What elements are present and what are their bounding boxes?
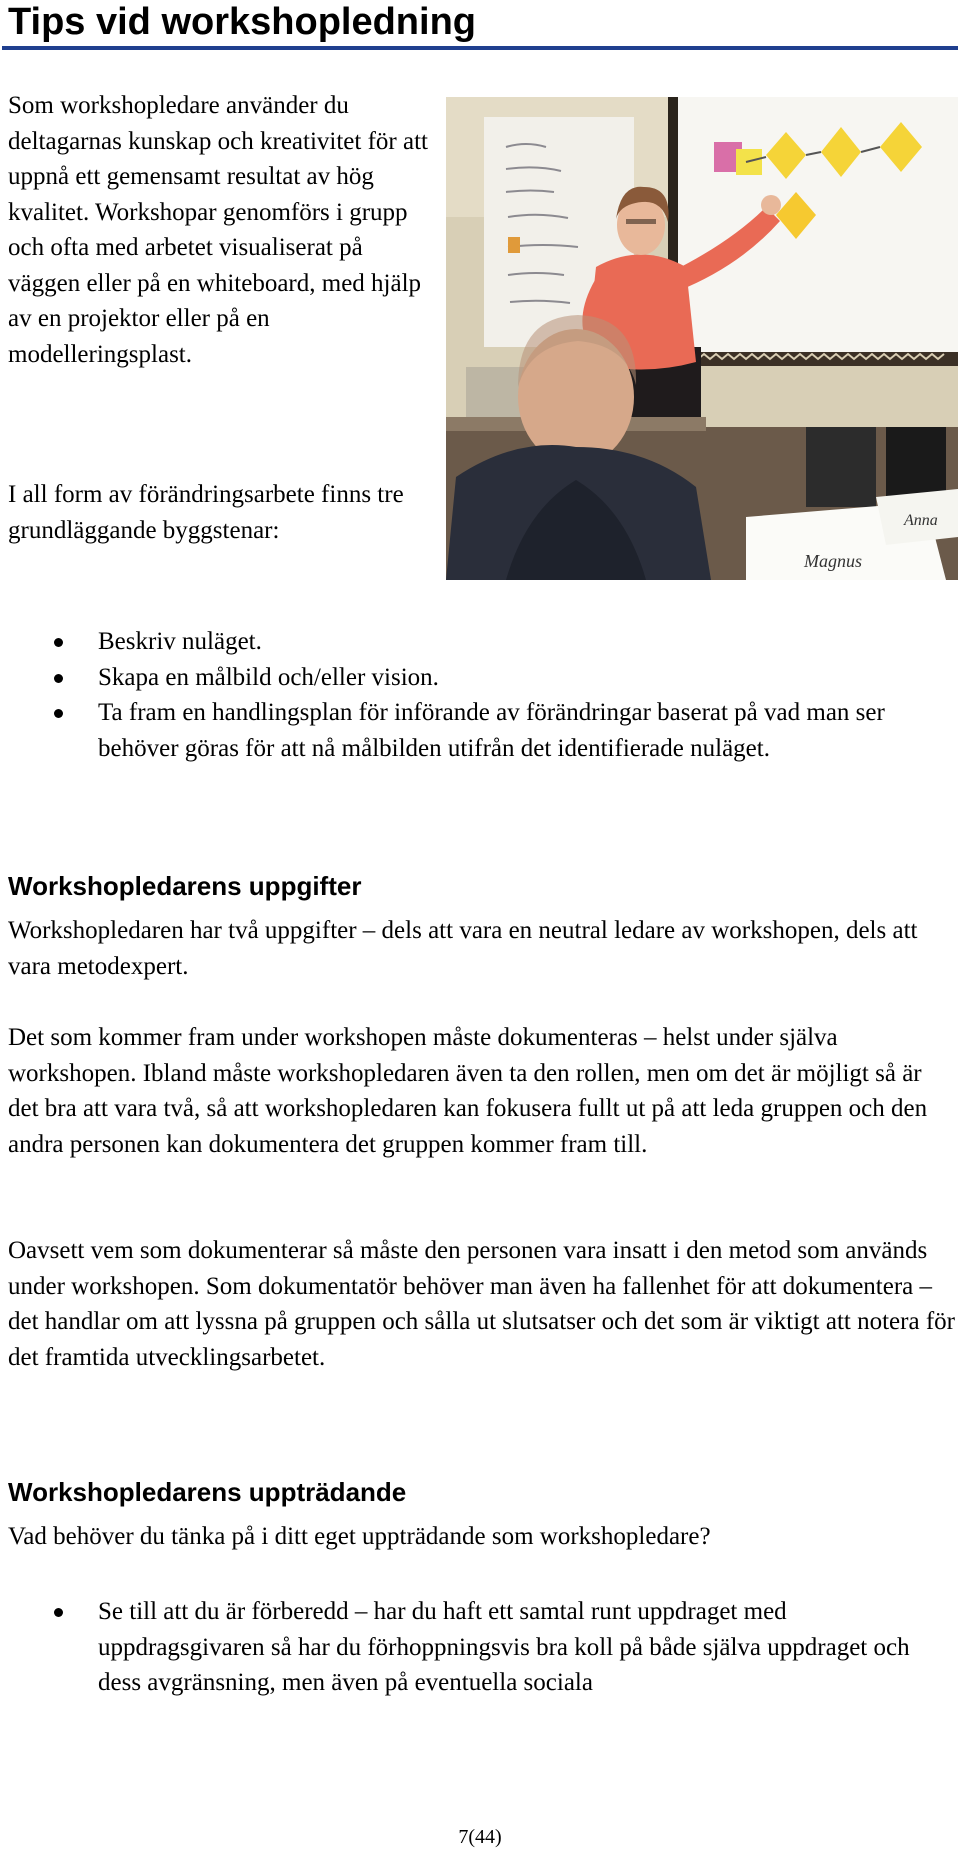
page-number: 7(44) [458,1826,502,1848]
paragraph: Workshopledaren har två uppgifter – dels att vara en neutral ledare av workshopen, dels att vara metodexpert. [8,917,918,980]
section-heading-uppgifter: Workshopledarens uppgifter [8,871,362,901]
intro-paragraph-2: I all form av förändringsarbete finns tre grundläggande byggstenar: [8,481,404,544]
bullet-icon [54,1608,63,1617]
paragraph: Det som kommer fram under workshopen måste dokumenteras – helst under själva workshopen. Ibland måste workshopledaren även ta den rollen, men om det är möjligt så är det bra att vara två, så att workshopledaren kan fokusera fullt ut på att leda gruppen och den andra personen kan dokumentera det gruppen kommer fram till. [8,1024,928,1158]
workshop-photo [446,97,958,580]
paragraph: Vad behöver du tänka på i ditt eget uppträdande som workshopledare? [8,1523,711,1550]
name-card-magnus: Magnus [804,551,862,571]
page-title: Tips vid workshopledning [8,1,477,43]
paragraph: Oavsett vem som dokumenterar så måste den personen vara insatt i den metod som används under workshopen. Som dokumentatör behöver man även ha fallenhet för att dokumentera – det handlar om att lyssna på gruppen och sålla ut slutsatser och det som är viktigt att notera för det framtida utvecklingsarbetet. [8,1237,955,1371]
list-item: Se till att du är förberedd – har du haft ett samtal runt uppdraget med uppdragsgivaren så har du förhoppningsvis bra koll på både själva uppdraget och dess avgränsning, men även på eventuella sociala [0,1594,960,1701]
title-underline [2,46,958,50]
bullet-icon [54,674,63,683]
list-item: Skapa en målbild och/eller vision. [0,660,960,696]
building-blocks-list [0,624,960,766]
intro-paragraph: Som workshopledare använder du deltagarnas kunskap och kreativitet för att uppnå ett gemensamt resultat av hög kvalitet. Workshopar genomförs i grupp och ofta med arbetet visualiserat på väggen eller på en whiteboard, med hjälp av en projektor eller på en modelleringsplast. [8,92,428,368]
name-card-anna: Anna [904,512,938,529]
behaviour-list [0,1594,960,1701]
section-heading-uppträdande: Workshopledarens uppträdande [8,1477,407,1507]
bullet-icon [54,709,63,718]
bullet-icon [54,638,63,647]
list-item: Ta fram en handlingsplan för införande av förändringar baserat på vad man ser behöver göras för att nå målbilden utifrån det identifierade nuläget. [0,695,960,766]
list-item: Beskriv nuläget. [0,624,960,660]
